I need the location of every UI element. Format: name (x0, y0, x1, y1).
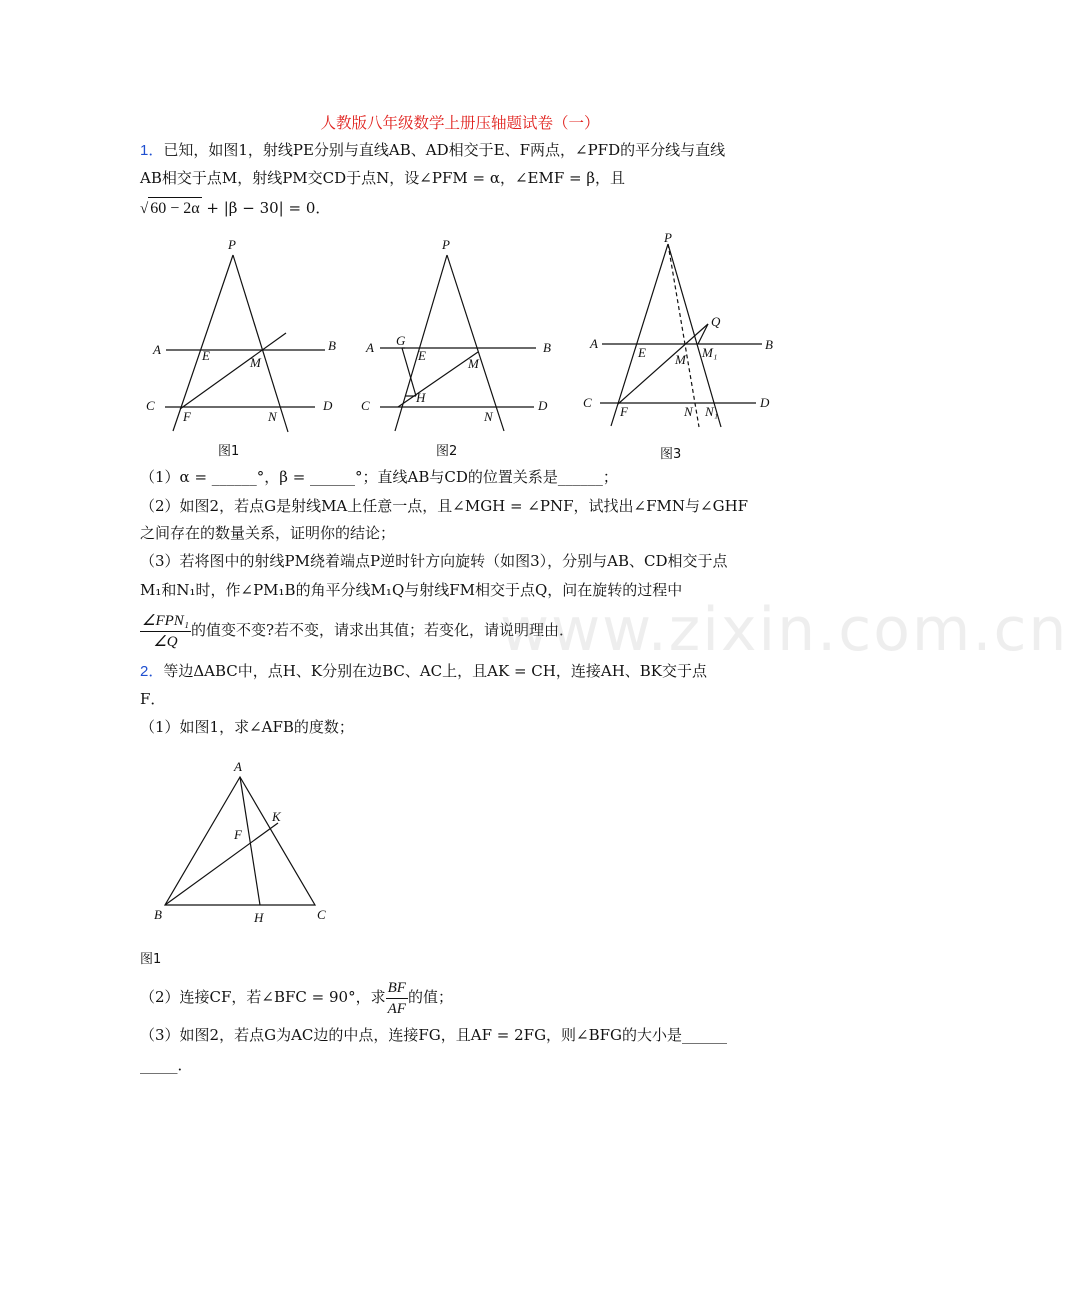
fig3-label-c: C (583, 395, 592, 410)
fig3-label-d: D (760, 395, 770, 410)
fig2-label-h: H (416, 390, 426, 405)
fig1-label-d: D (323, 398, 333, 413)
fig2-caption: 图2 (436, 444, 458, 459)
fig2-label-m: M (468, 356, 479, 371)
fig1-label-c: C (146, 398, 155, 413)
fig2-ray-pm (447, 255, 504, 431)
fig3-bisector-m1q (698, 324, 708, 344)
q1-fraction-num: ∠FPN₁ (140, 611, 191, 632)
q1-figure-2 (358, 235, 568, 435)
fig1-label-e: E (202, 348, 210, 363)
q2-line1 (140, 660, 780, 683)
fig3-caption: 图3 (660, 447, 682, 462)
q2-text1: 等边ΔABC中，点H、K分别在边BC、AC上，且AK = CH，连接AH、BK交于点 (163, 662, 708, 680)
fig3-ray-pe (611, 244, 668, 426)
fig2-segment-gh (402, 348, 416, 396)
fig1-ray-pe (173, 255, 233, 431)
q2-fig-caption: 图1 (140, 952, 162, 967)
fig1-label-n: N (268, 409, 277, 424)
q2-part2-pre: （2）连接CF，若∠BFC = 90°，求 (140, 988, 386, 1006)
fig3-label-m1: M₁ (702, 345, 718, 360)
q2-label-b: B (154, 907, 162, 922)
q2-label-h: H (254, 910, 264, 925)
q1-number: 1． (140, 142, 164, 159)
fig3-label-n1: N₁ (705, 404, 719, 419)
fig3-label-f: F (620, 404, 628, 419)
q1-part3a: （3）若将图中的射线PM绕着端点P逆时针方向旋转（如图3），分别与AB、CD相交于点 (140, 552, 728, 570)
fig1-bisector (180, 333, 286, 409)
fig3-label-n: N (684, 404, 693, 419)
q2-segment-ah (240, 777, 260, 905)
fig2-label-b: B (543, 340, 551, 355)
q1-part1: （1）α = ______°，β = ______°；直线AB与CD的位置关系是______； (140, 468, 618, 486)
q2-fraction-num: BF (386, 978, 408, 999)
fig3-label-p: P (664, 230, 672, 245)
fig2-label-g: G (396, 333, 406, 348)
q2-number: 2． (140, 663, 164, 680)
q2-part1: （1）如图1，求∠AFB的度数； (140, 718, 354, 736)
q1-line3: √ 60 − 2α + |β − 30| = 0． (140, 197, 780, 220)
fig3-label-m: M (675, 352, 686, 367)
fig3-label-b: B (765, 337, 773, 352)
fig2-label-e: E (418, 348, 426, 363)
q1-part2a: （2）如图2，若点G是射线MA上任意一点，且∠MGH = ∠PNF，试找出∠FMN与∠GHF (140, 497, 749, 515)
fig2-label-p: P (442, 237, 450, 252)
fig1-label-p: P (228, 237, 236, 252)
q2-fraction (386, 978, 408, 1019)
q2-line2: F． (140, 690, 166, 708)
q1-part3c-rest: 的值变不变?若不变，请求出其值；若变化，请说明理由． (191, 621, 575, 639)
q2-label-c: C (317, 907, 326, 922)
q2-segment-bk (165, 823, 278, 905)
q2-label-f: F (234, 827, 242, 842)
fig2-label-n: N (484, 409, 493, 424)
q1-sqrt: 60 − 2α (148, 197, 201, 220)
fig3-label-q: Q (711, 314, 721, 329)
fig1-label-m: M (250, 355, 261, 370)
q1-figure-1 (140, 235, 350, 435)
fig1-label-f: F (183, 409, 191, 424)
fig1-label-b: B (328, 338, 336, 353)
q1-text1: 已知，如图1，射线PE分别与直线AB、AD相交于E、F两点，∠PFD的平分线与直线 (163, 141, 726, 159)
q2-figure-1 (150, 755, 340, 930)
fig2-label-d: D (538, 398, 548, 413)
q2-label-a: A (234, 759, 242, 774)
q1-fraction (140, 611, 191, 652)
watermark: www.zixin.com.cn (500, 595, 1068, 665)
fig3-label-a: A (590, 336, 598, 351)
fig3-label-e: E (638, 345, 646, 360)
q1-figure-3 (578, 230, 788, 435)
fig1-caption: 图1 (218, 444, 240, 459)
q2-part2-post: 的值； (407, 988, 453, 1006)
q1-fraction-den: ∠Q (153, 633, 178, 650)
q1-part3b: M₁和N₁时，作∠PM₁B的角平分线M₁Q与射线FM相交于点Q，问在旋转的过程中 (140, 581, 683, 599)
fig2-label-a: A (366, 340, 374, 355)
q1-part2b: 之间存在的数量关系，证明你的结论； (140, 524, 396, 542)
q2-fraction-den: AF (387, 1000, 406, 1017)
q1-line1 (140, 139, 780, 162)
q2-part3b: _____． (140, 1056, 193, 1074)
q2-part2 (140, 975, 780, 1019)
fig1-label-a: A (153, 342, 161, 357)
fig1-ray-pm (233, 255, 288, 432)
q1-line3-rest: + |β − 30| = 0． (201, 199, 331, 217)
q2-part3: （3）如图2，若点G为AC边的中点，连接FG，且AF = 2FG，则∠BFG的大小是______ (140, 1026, 728, 1044)
q1-line2: AB相交于点M，射线PM交CD于点N，设∠PFM = α，∠EMF = β，且 (140, 169, 626, 187)
fig2-label-c: C (361, 398, 370, 413)
fig3-fq (618, 324, 708, 404)
page-title: 人教版八年级数学上册压轴题试卷（一） (320, 114, 600, 132)
q2-label-k: K (272, 809, 281, 824)
